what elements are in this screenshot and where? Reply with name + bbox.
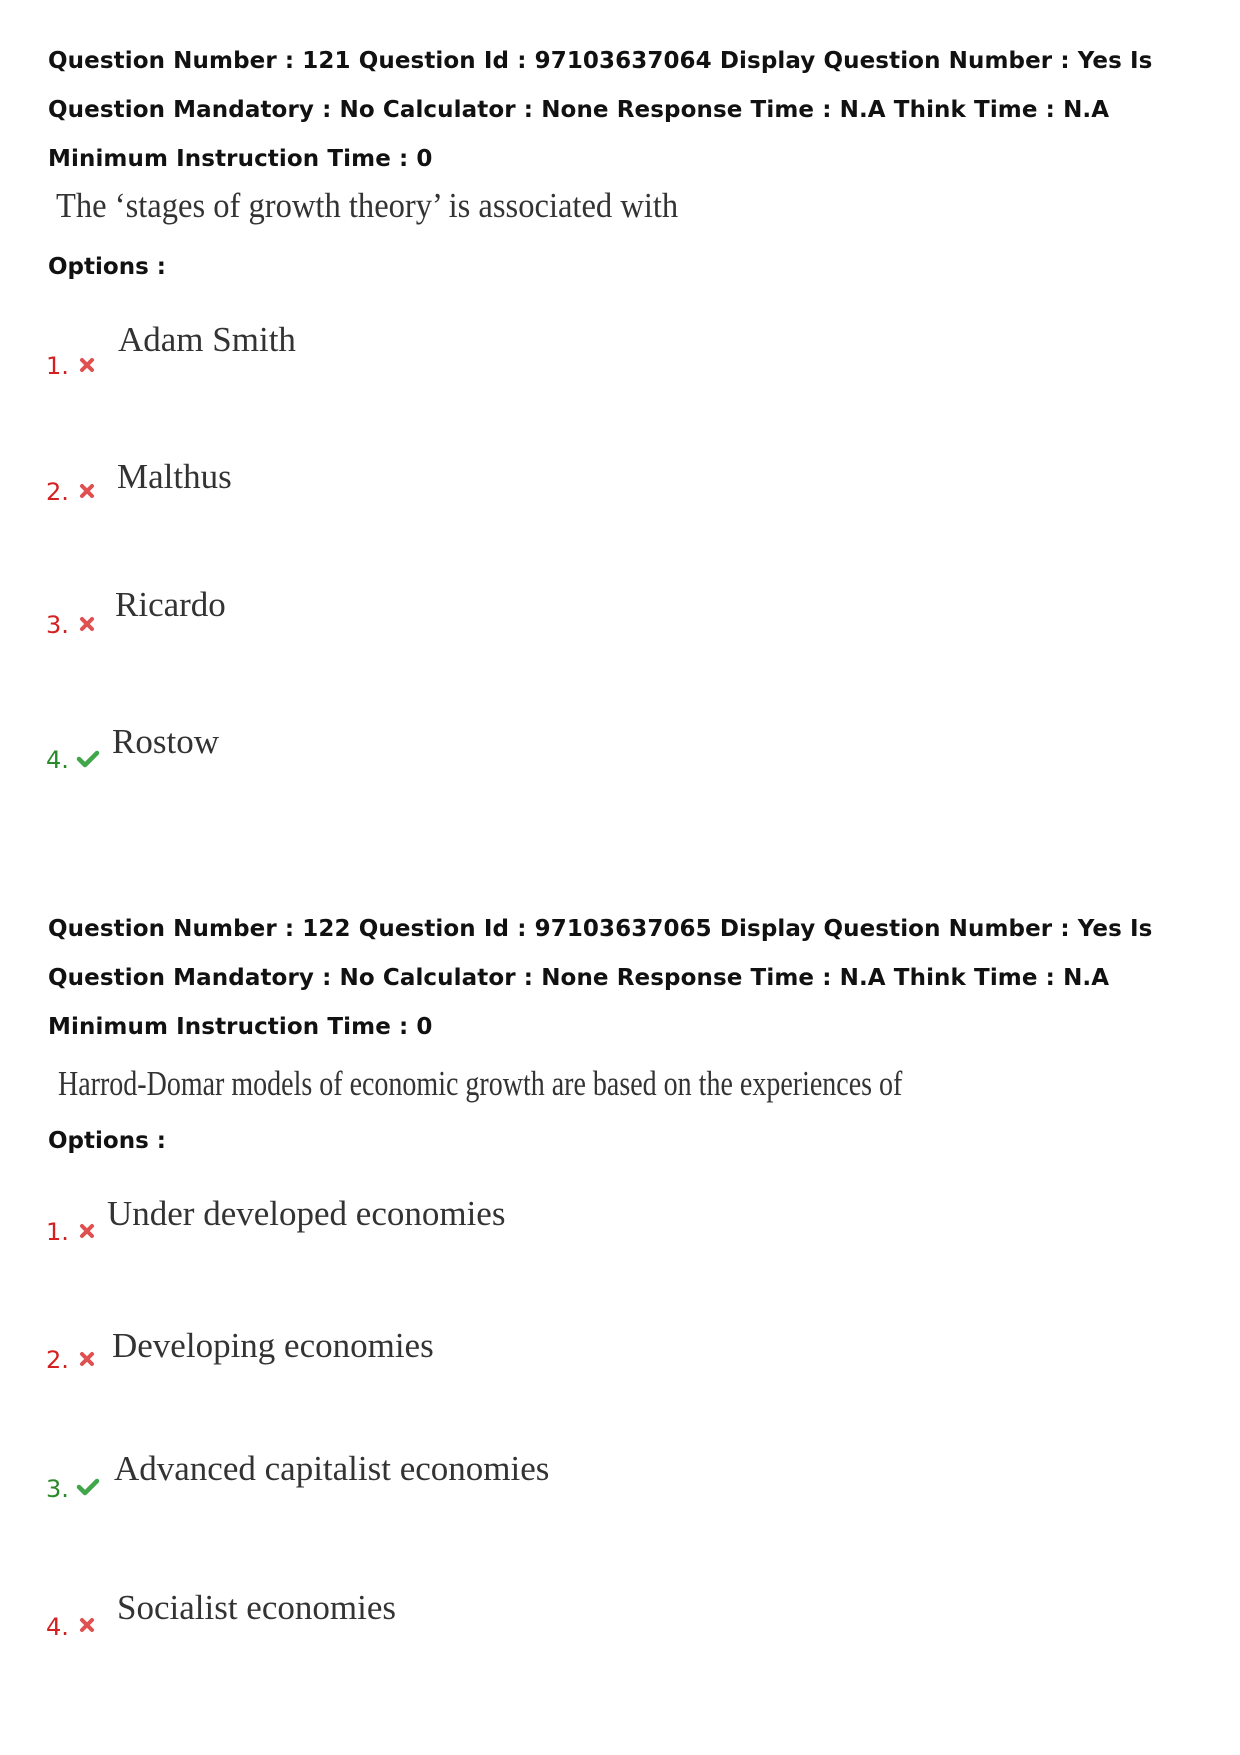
option-number: 1.	[46, 1218, 69, 1246]
cross-icon	[78, 1222, 96, 1240]
option-number: 1.	[46, 352, 69, 380]
option-number: 2.	[46, 1346, 69, 1374]
options-label: Options :	[48, 1128, 166, 1154]
check-icon	[76, 749, 100, 769]
options-label: Options :	[48, 254, 166, 280]
option-text: Ricardo	[115, 585, 226, 624]
question-meta: Question Number : 122 Question Id : 97103637065 Display Question Number : Yes Is Question Mandatory : No Calculator : None Response Time : N.A Think Time : N.A Minimum Instruction Time : 0	[48, 916, 1153, 1040]
cross-icon	[78, 1350, 96, 1368]
option-text: Socialist economies	[117, 1588, 396, 1627]
option-number: 4.	[46, 746, 69, 774]
option-text: Malthus	[117, 457, 232, 496]
question-meta: Question Number : 121 Question Id : 97103637064 Display Question Number : Yes Is Question Mandatory : No Calculator : None Response Time : N.A Think Time : N.A Minimum Instruction Time : 0	[48, 48, 1153, 172]
question-text: Harrod-Domar models of economic growth are based on the experiences of	[58, 1064, 903, 1103]
option-text: Under developed economies	[107, 1194, 506, 1233]
option-number: 4.	[46, 1613, 69, 1641]
cross-icon	[78, 356, 96, 374]
question-text: The ‘stages of growth theory’ is associated with	[56, 186, 679, 225]
cross-icon	[78, 482, 96, 500]
check-icon	[76, 1477, 100, 1497]
option-text: Advanced capitalist economies	[114, 1449, 550, 1488]
option-number: 3.	[46, 611, 69, 639]
option-text: Developing economies	[112, 1326, 434, 1365]
option-text: Adam Smith	[118, 320, 296, 359]
option-text: Rostow	[112, 722, 219, 761]
option-number: 2.	[46, 478, 69, 506]
cross-icon	[78, 615, 96, 633]
cross-icon	[78, 1616, 96, 1634]
option-number: 3.	[46, 1475, 69, 1503]
